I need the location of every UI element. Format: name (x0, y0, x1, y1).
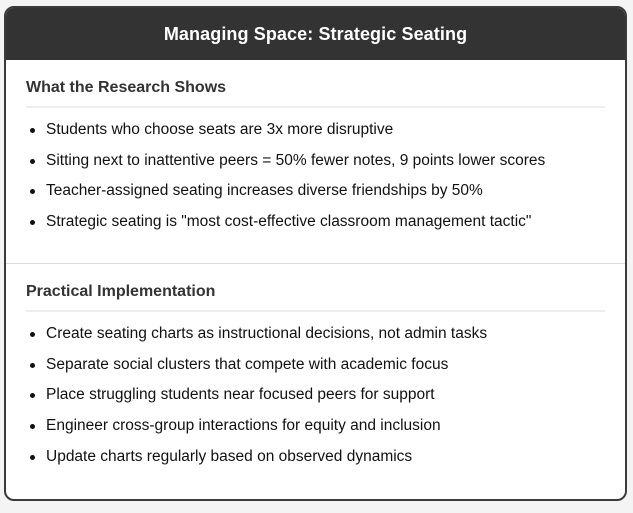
list-item-text: Teacher-assigned seating increases diverse friendships by 50% (46, 182, 483, 200)
implementation-heading: Practical Implementation (26, 283, 605, 312)
list-item-text: Place struggling students near focused peers for support (46, 386, 435, 404)
list-item (46, 356, 605, 374)
research-heading: What the Research Shows (26, 79, 605, 108)
list-item (46, 325, 605, 343)
card-header (6, 8, 625, 60)
list-item-text: Students who choose seats are 3x more disruptive (46, 121, 394, 138)
list-item (46, 182, 605, 200)
list-item-text: Engineer cross-group interactions for equity and inclusion (46, 417, 441, 435)
list-item-text: Update charts regularly based on observed dynamics (46, 447, 413, 465)
bullet-dot-icon (30, 424, 35, 429)
research-list (26, 121, 605, 231)
list-item (46, 386, 605, 404)
list-item (46, 152, 605, 170)
list-item-text: Separate social clusters that compete with academic focus (46, 355, 449, 373)
list-item-text: Sitting next to inattentive peers = 50% fewer notes, 9 points lower scores (46, 151, 546, 169)
strategic-seating-card (4, 6, 627, 501)
list-item-text: Strategic seating is "most cost-effective classroom management tactic" (46, 213, 532, 231)
bullet-dot-icon (30, 332, 35, 337)
bullet-dot-icon (30, 220, 35, 225)
list-item (46, 417, 605, 435)
list-item (46, 213, 605, 231)
bullet-dot-icon (30, 189, 35, 194)
implementation-section (6, 264, 625, 466)
list-item (46, 121, 605, 139)
bullet-dot-icon (30, 159, 35, 164)
implementation-list (26, 325, 605, 466)
list-item (46, 448, 605, 466)
bullet-dot-icon (30, 363, 35, 368)
card-title: Managing Space: Strategic Seating (163, 23, 468, 44)
list-item-text: Create seating charts as instructional decisions, not admin tasks (46, 325, 488, 342)
research-section (6, 60, 625, 264)
bullet-dot-icon (30, 128, 35, 133)
bullet-dot-icon (30, 393, 35, 398)
bullet-dot-icon (30, 455, 35, 460)
